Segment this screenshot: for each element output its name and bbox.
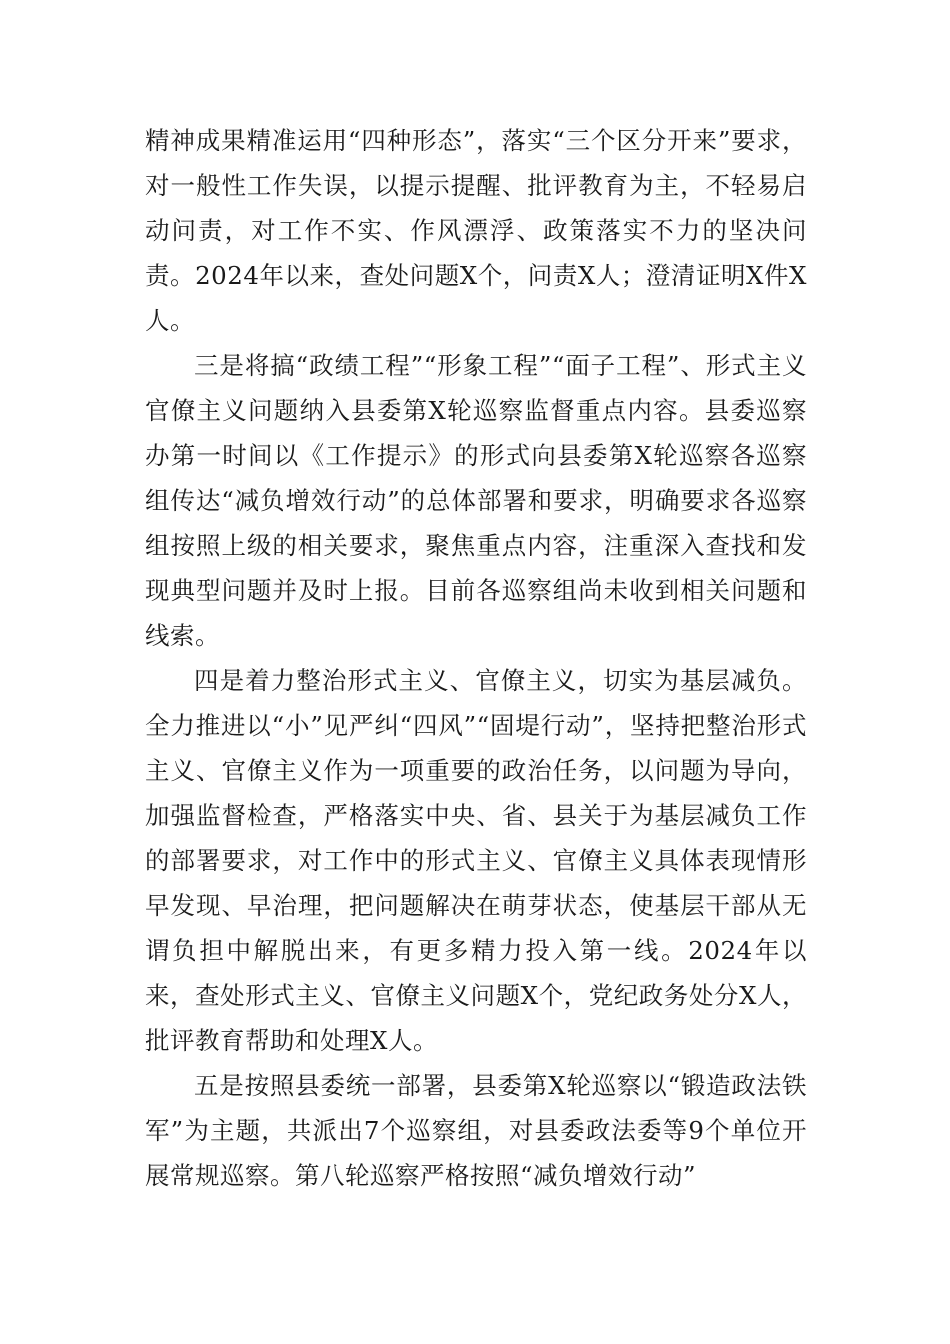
- document-body: [145, 118, 807, 1198]
- paragraph-point-three: 三是将搞“政绩工程”“形象工程”“面子工程”、形式主义官僚主义问题纳入县委第X轮巡察监督重点内容。县委巡察办第一时间以《工作提示》的形式向县委第X轮巡察各巡察组传达“减负增效行动”的总体部署和要求，明确要求各巡察组按照上级的相关要求，聚焦重点内容，注重深入查找和发现典型问题并及时上报。目前各巡察组尚未收到相关问题和线索。: [145, 351, 807, 650]
- paragraph-point-five: 五是按照县委统一部署，县委第X轮巡察以“锻造政法铁军”为主题，共派出7个巡察组，对县委政法委等9个单位开展常规巡察。第八轮巡察严格按照“减负增效行动”: [145, 1071, 807, 1190]
- paragraph-point-four: 四是着力整治形式主义、官僚主义，切实为基层减负。全力推进以“小”见严纠“四风”“固堤行动”，坚持把整治形式主义、官僚主义作为一项重要的政治任务，以问题为导向，加强监督检查，严格落实中央、省、县关于为基层减负工作的部署要求，对工作中的形式主义、官僚主义具体表现情形早发现、早治理，把问题解决在萌芽状态，使基层干部从无谓负担中解脱出来，有更多精力投入第一线。2024年以来，查处形式主义、官僚主义问题X个，党纪政务处分X人，批评教育帮助和处理X人。: [145, 666, 807, 1055]
- paragraph-continuation: 精神成果精准运用“四种形态”，落实“三个区分开来”要求，对一般性工作失误，以提示提醒、批评教育为主，不轻易启动问责，对工作不实、作风漂浮、政策落实不力的坚决问责。2024年以来，查处问题X个，问责X人；澄清证明X件X人。: [145, 126, 807, 335]
